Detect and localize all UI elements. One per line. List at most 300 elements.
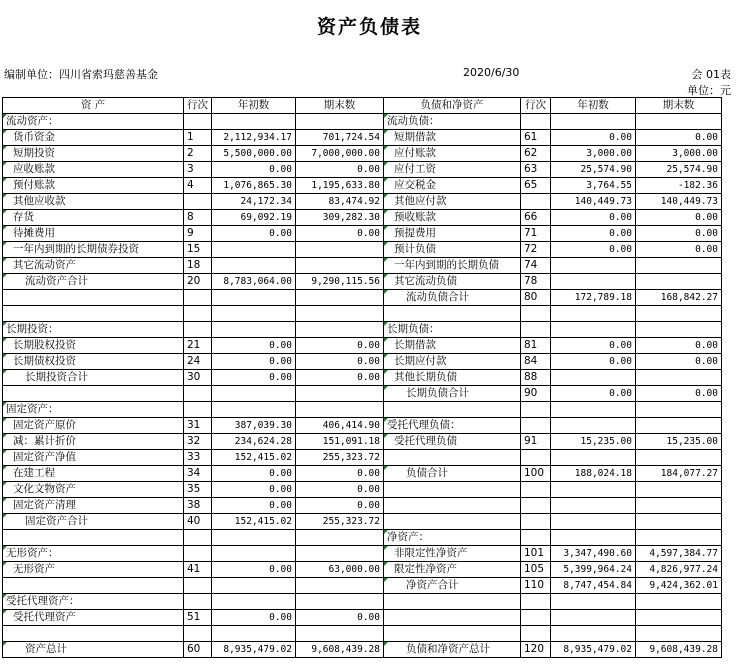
liability-begin[interactable] [551, 370, 636, 386]
liability-end[interactable] [636, 114, 722, 130]
liability-end[interactable]: 0.00 [636, 354, 722, 370]
asset-end[interactable] [296, 386, 384, 402]
liability-row-no[interactable]: 120 [521, 642, 551, 658]
asset-row-no[interactable]: 34 [184, 466, 212, 482]
liability-item[interactable] [384, 450, 521, 466]
report-title: 资产负债表 [316, 16, 422, 38]
liability-end[interactable]: 0.00 [636, 386, 722, 402]
asset-item[interactable]: 固定资产合计 [3, 514, 184, 530]
liability-begin[interactable] [551, 274, 636, 290]
asset-end[interactable] [296, 322, 384, 338]
liability-begin[interactable]: 0.00 [551, 130, 636, 146]
liability-row-no[interactable] [521, 498, 551, 514]
asset-row-no[interactable] [184, 290, 212, 306]
liability-row-no[interactable]: 88 [521, 370, 551, 386]
liability-end[interactable] [636, 402, 722, 418]
asset-item[interactable]: 预付账款 [3, 178, 184, 194]
liability-end[interactable] [636, 530, 722, 546]
liability-begin[interactable]: 3,000.00 [551, 146, 636, 162]
liability-begin[interactable]: 172,789.18 [551, 290, 636, 306]
asset-begin[interactable] [212, 594, 296, 610]
asset-end[interactable]: 0.00 [296, 498, 384, 514]
liability-begin[interactable] [551, 402, 636, 418]
asset-end[interactable]: 406,414.90 [296, 418, 384, 434]
liability-row-no[interactable]: 105 [521, 562, 551, 578]
asset-end[interactable]: 63,000.00 [296, 562, 384, 578]
unit-label: 单位：元 [687, 84, 731, 97]
asset-begin[interactable] [212, 290, 296, 306]
asset-row-no[interactable] [184, 194, 212, 210]
liability-end[interactable] [636, 306, 722, 322]
asset-end[interactable]: 255,323.72 [296, 450, 384, 466]
liability-begin[interactable] [551, 482, 636, 498]
table-row [3, 194, 722, 210]
header-row-no-2: 行次 [521, 98, 551, 114]
liability-item[interactable]: 应交税金 [384, 178, 521, 194]
table-row [3, 562, 722, 578]
liability-item[interactable] [384, 610, 521, 626]
liability-end[interactable] [636, 626, 722, 642]
asset-item[interactable]: 长期投资合计 [3, 370, 184, 386]
liability-item[interactable]: 预提费用 [384, 226, 521, 242]
liability-begin[interactable]: 0.00 [551, 354, 636, 370]
liability-begin[interactable]: 3,764.55 [551, 178, 636, 194]
asset-begin[interactable] [212, 578, 296, 594]
asset-item[interactable]: 受托代理资产 [3, 610, 184, 626]
liability-item[interactable]: 净资产合计 [384, 578, 521, 594]
liability-begin[interactable] [551, 450, 636, 466]
table-row [3, 210, 722, 226]
asset-row-no[interactable] [184, 402, 212, 418]
asset-end[interactable]: 0.00 [296, 226, 384, 242]
liability-end[interactable] [636, 370, 722, 386]
asset-row-no[interactable]: 41 [184, 562, 212, 578]
header-end: 期末数 [296, 98, 384, 114]
liability-end[interactable]: 0.00 [636, 242, 722, 258]
table-row [3, 226, 722, 242]
asset-row-no[interactable]: 35 [184, 482, 212, 498]
liability-row-no[interactable]: 72 [521, 242, 551, 258]
liability-begin[interactable] [551, 594, 636, 610]
liability-row-no[interactable]: 61 [521, 130, 551, 146]
asset-row-no[interactable]: 21 [184, 338, 212, 354]
asset-begin[interactable] [212, 626, 296, 642]
liability-row-no[interactable]: 90 [521, 386, 551, 402]
asset-item[interactable]: 受托代理资产： [3, 594, 184, 610]
asset-end[interactable] [296, 242, 384, 258]
asset-end[interactable]: 701,724.54 [296, 130, 384, 146]
asset-row-no[interactable]: 38 [184, 498, 212, 514]
liability-row-no[interactable] [521, 530, 551, 546]
liability-row-no[interactable]: 91 [521, 434, 551, 450]
liability-end[interactable] [636, 258, 722, 274]
asset-begin[interactable]: 0.00 [212, 226, 296, 242]
liability-item[interactable] [384, 498, 521, 514]
asset-begin[interactable]: 5,500,000.00 [212, 146, 296, 162]
liability-row-no[interactable] [521, 594, 551, 610]
asset-item[interactable]: 固定资产净值 [3, 450, 184, 466]
table-row [3, 434, 722, 450]
asset-end[interactable] [296, 306, 384, 322]
header-begin: 年初数 [212, 98, 296, 114]
asset-item[interactable]: 货币资金 [3, 130, 184, 146]
asset-end[interactable]: 83,474.92 [296, 194, 384, 210]
liability-row-no[interactable] [521, 514, 551, 530]
asset-item[interactable] [3, 626, 184, 642]
liability-item[interactable]: 其它流动负债 [384, 274, 521, 290]
asset-item[interactable]: 其他应收款 [3, 194, 184, 210]
asset-item[interactable] [3, 306, 184, 322]
liability-item[interactable]: 净资产： [384, 530, 521, 546]
asset-end[interactable]: 0.00 [296, 338, 384, 354]
liability-end[interactable] [636, 594, 722, 610]
liability-row-no[interactable] [521, 322, 551, 338]
liability-begin[interactable] [551, 258, 636, 274]
asset-item[interactable]: 待摊费用 [3, 226, 184, 242]
asset-item[interactable]: 无形资产： [3, 546, 184, 562]
liability-end[interactable] [636, 610, 722, 626]
asset-row-no[interactable]: 31 [184, 418, 212, 434]
liability-begin[interactable]: 8,747,454.84 [551, 578, 636, 594]
liability-item[interactable]: 其他应付款 [384, 194, 521, 210]
table-row [3, 626, 722, 642]
asset-begin[interactable]: 387,039.30 [212, 418, 296, 434]
asset-item[interactable]: 长期股权投资 [3, 338, 184, 354]
liability-begin[interactable]: 0.00 [551, 226, 636, 242]
asset-row-no[interactable]: 40 [184, 514, 212, 530]
liability-item[interactable]: 应付账款 [384, 146, 521, 162]
header-end-2: 期末数 [636, 98, 722, 114]
liability-item[interactable]: 其他长期负债 [384, 370, 521, 386]
liability-begin[interactable]: 3,347,490.60 [551, 546, 636, 562]
liability-item[interactable]: 长期负债合计 [384, 386, 521, 402]
liability-begin[interactable] [551, 610, 636, 626]
liability-item[interactable] [384, 482, 521, 498]
liability-row-no[interactable] [521, 482, 551, 498]
asset-row-no[interactable] [184, 626, 212, 642]
asset-end[interactable]: 0.00 [296, 482, 384, 498]
liability-end[interactable]: 4,597,384.77 [636, 546, 722, 562]
liability-row-no[interactable] [521, 610, 551, 626]
liability-begin[interactable]: 0.00 [551, 242, 636, 258]
asset-end[interactable]: 9,608,439.28 [296, 642, 384, 658]
asset-item[interactable]: 文化文物资产 [3, 482, 184, 498]
liability-end[interactable]: -182.36 [636, 178, 722, 194]
liability-item[interactable]: 流动负债合计 [384, 290, 521, 306]
asset-item[interactable]: 在建工程 [3, 466, 184, 482]
liability-begin[interactable] [551, 418, 636, 434]
liability-end[interactable]: 140,449.73 [636, 194, 722, 210]
liability-item[interactable]: 负债和净资产总计 [384, 642, 521, 658]
asset-begin[interactable]: 0.00 [212, 482, 296, 498]
liability-begin[interactable]: 0.00 [551, 210, 636, 226]
asset-row-no[interactable] [184, 546, 212, 562]
asset-end[interactable]: 0.00 [296, 466, 384, 482]
liability-row-no[interactable]: 78 [521, 274, 551, 290]
form-code: 会 01表 [691, 68, 731, 81]
liability-item[interactable]: 应付工资 [384, 162, 521, 178]
asset-item[interactable]: 固定资产原价 [3, 418, 184, 434]
liability-row-no[interactable]: 80 [521, 290, 551, 306]
asset-item[interactable]: 资产总计 [3, 642, 184, 658]
asset-begin[interactable]: 2,112,934.17 [212, 130, 296, 146]
table-row [3, 242, 722, 258]
asset-begin[interactable]: 0.00 [212, 370, 296, 386]
asset-row-no[interactable] [184, 386, 212, 402]
liability-row-no[interactable] [521, 306, 551, 322]
asset-begin[interactable] [212, 242, 296, 258]
table-row [3, 258, 722, 274]
liability-end[interactable]: 3,000.00 [636, 146, 722, 162]
liability-begin[interactable]: 5,399,964.24 [551, 562, 636, 578]
asset-row-no[interactable]: 24 [184, 354, 212, 370]
liability-row-no[interactable]: 81 [521, 338, 551, 354]
liability-end[interactable]: 25,574.90 [636, 162, 722, 178]
asset-end[interactable] [296, 402, 384, 418]
liability-begin[interactable]: 25,574.90 [551, 162, 636, 178]
liability-row-no[interactable]: 100 [521, 466, 551, 482]
asset-row-no[interactable]: 33 [184, 450, 212, 466]
asset-begin[interactable] [212, 114, 296, 130]
liability-item[interactable] [384, 514, 521, 530]
liability-begin[interactable]: 140,449.73 [551, 194, 636, 210]
asset-begin[interactable]: 0.00 [212, 466, 296, 482]
asset-row-no[interactable]: 60 [184, 642, 212, 658]
asset-item[interactable] [3, 578, 184, 594]
liability-end[interactable] [636, 482, 722, 498]
asset-begin[interactable]: 0.00 [212, 610, 296, 626]
asset-row-no[interactable]: 15 [184, 242, 212, 258]
liability-begin[interactable]: 15,235.00 [551, 434, 636, 450]
liability-end[interactable]: 168,842.27 [636, 290, 722, 306]
liability-begin[interactable] [551, 530, 636, 546]
liability-item[interactable]: 一年内到期的长期负债 [384, 258, 521, 274]
asset-begin[interactable]: 152,415.02 [212, 514, 296, 530]
asset-row-no[interactable]: 8 [184, 210, 212, 226]
liability-item[interactable]: 受托代理负债 [384, 434, 521, 450]
asset-item[interactable]: 存货 [3, 210, 184, 226]
asset-begin[interactable] [212, 306, 296, 322]
org-label: 编制单位：四川省索玛慈善基金 [4, 68, 158, 81]
liability-item[interactable]: 短期借款 [384, 130, 521, 146]
asset-begin[interactable] [212, 530, 296, 546]
table-row [3, 306, 722, 322]
header-row-no: 行次 [184, 98, 212, 114]
asset-begin[interactable] [212, 258, 296, 274]
asset-row-no[interactable] [184, 114, 212, 130]
asset-begin[interactable] [212, 386, 296, 402]
asset-row-no[interactable]: 3 [184, 162, 212, 178]
asset-end[interactable]: 0.00 [296, 370, 384, 386]
liability-item[interactable]: 限定性净资产 [384, 562, 521, 578]
liability-item[interactable]: 流动负债： [384, 114, 521, 130]
liability-item[interactable]: 负债合计 [384, 466, 521, 482]
liability-end[interactable]: 4,826,977.24 [636, 562, 722, 578]
asset-end[interactable]: 309,282.30 [296, 210, 384, 226]
liability-item[interactable] [384, 402, 521, 418]
asset-item[interactable]: 一年内到期的长期债券投资 [3, 242, 184, 258]
asset-begin[interactable]: 8,935,479.02 [212, 642, 296, 658]
asset-item[interactable] [3, 530, 184, 546]
liability-row-no[interactable] [521, 450, 551, 466]
asset-row-no[interactable]: 32 [184, 434, 212, 450]
liability-row-no[interactable]: 101 [521, 546, 551, 562]
asset-end[interactable] [296, 290, 384, 306]
asset-row-no[interactable]: 20 [184, 274, 212, 290]
asset-begin[interactable] [212, 322, 296, 338]
table-row [3, 530, 722, 546]
liability-item[interactable]: 长期负债： [384, 322, 521, 338]
liability-item[interactable]: 非限定性净资产 [384, 546, 521, 562]
liability-end[interactable]: 0.00 [636, 210, 722, 226]
liability-item[interactable]: 预计负债 [384, 242, 521, 258]
liability-item[interactable]: 长期借款 [384, 338, 521, 354]
asset-item[interactable]: 流动资产合计 [3, 274, 184, 290]
asset-row-no[interactable]: 4 [184, 178, 212, 194]
asset-end[interactable]: 0.00 [296, 610, 384, 626]
asset-item[interactable]: 减：累计折价 [3, 434, 184, 450]
table-row [3, 402, 722, 418]
asset-item[interactable]: 流动资产： [3, 114, 184, 130]
asset-end[interactable]: 1,195,633.80 [296, 178, 384, 194]
asset-item[interactable] [3, 290, 184, 306]
asset-end[interactable] [296, 546, 384, 562]
liability-row-no[interactable]: 110 [521, 578, 551, 594]
liability-begin[interactable] [551, 626, 636, 642]
asset-end[interactable] [296, 530, 384, 546]
liability-begin[interactable]: 0.00 [551, 386, 636, 402]
asset-row-no[interactable]: 9 [184, 226, 212, 242]
asset-item[interactable]: 短期投资 [3, 146, 184, 162]
asset-begin[interactable]: 0.00 [212, 338, 296, 354]
table-row [3, 450, 722, 466]
asset-row-no[interactable] [184, 306, 212, 322]
liability-end[interactable] [636, 418, 722, 434]
asset-item[interactable]: 固定资产： [3, 402, 184, 418]
liability-begin[interactable]: 8,935,479.02 [551, 642, 636, 658]
liability-begin[interactable] [551, 322, 636, 338]
liability-row-no[interactable] [521, 418, 551, 434]
asset-row-no[interactable] [184, 578, 212, 594]
asset-end[interactable]: 255,323.72 [296, 514, 384, 530]
liability-end[interactable]: 184,077.27 [636, 466, 722, 482]
liability-row-no[interactable]: 62 [521, 146, 551, 162]
asset-begin[interactable] [212, 546, 296, 562]
liability-row-no[interactable]: 66 [521, 210, 551, 226]
asset-end[interactable]: 151,091.18 [296, 434, 384, 450]
asset-item[interactable]: 长期债权投资 [3, 354, 184, 370]
table-row [3, 322, 722, 338]
liability-row-no[interactable] [521, 114, 551, 130]
table-row [3, 370, 722, 386]
table-row [3, 146, 722, 162]
liability-row-no[interactable] [521, 626, 551, 642]
asset-begin[interactable]: 69,092.19 [212, 210, 296, 226]
liability-begin[interactable] [551, 114, 636, 130]
asset-row-no[interactable]: 1 [184, 130, 212, 146]
asset-item[interactable]: 长期投资： [3, 322, 184, 338]
asset-begin[interactable]: 8,783,064.00 [212, 274, 296, 290]
asset-end[interactable] [296, 594, 384, 610]
asset-begin[interactable]: 24,172.34 [212, 194, 296, 210]
liability-end[interactable]: 15,235.00 [636, 434, 722, 450]
asset-begin[interactable]: 0.00 [212, 562, 296, 578]
liability-end[interactable] [636, 498, 722, 514]
table-row [3, 642, 722, 658]
liability-row-no[interactable]: 84 [521, 354, 551, 370]
asset-row-no[interactable]: 18 [184, 258, 212, 274]
asset-item[interactable]: 固定资产清理 [3, 498, 184, 514]
liability-end[interactable] [636, 514, 722, 530]
asset-begin[interactable]: 234,624.28 [212, 434, 296, 450]
asset-row-no[interactable] [184, 322, 212, 338]
asset-end[interactable]: 9,290,115.56 [296, 274, 384, 290]
asset-begin[interactable]: 152,415.02 [212, 450, 296, 466]
liability-begin[interactable]: 188,024.18 [551, 466, 636, 482]
liability-begin[interactable]: 0.00 [551, 338, 636, 354]
liability-item[interactable]: 预收账款 [384, 210, 521, 226]
asset-row-no[interactable]: 2 [184, 146, 212, 162]
liability-row-no[interactable]: 63 [521, 162, 551, 178]
asset-item[interactable]: 应收账款 [3, 162, 184, 178]
asset-begin[interactable]: 0.00 [212, 354, 296, 370]
asset-begin[interactable] [212, 402, 296, 418]
liability-begin[interactable] [551, 306, 636, 322]
asset-row-no[interactable] [184, 530, 212, 546]
liability-end[interactable]: 0.00 [636, 130, 722, 146]
asset-end[interactable] [296, 114, 384, 130]
header-begin-2: 年初数 [551, 98, 636, 114]
table-row [3, 178, 722, 194]
asset-begin[interactable]: 0.00 [212, 498, 296, 514]
asset-item[interactable]: 无形资产 [3, 562, 184, 578]
liability-item[interactable]: 受托代理负债： [384, 418, 521, 434]
liability-end[interactable]: 9,424,362.01 [636, 578, 722, 594]
asset-end[interactable] [296, 626, 384, 642]
asset-end[interactable]: 7,000,000.00 [296, 146, 384, 162]
liability-end[interactable] [636, 450, 722, 466]
liability-row-no[interactable]: 74 [521, 258, 551, 274]
asset-begin[interactable]: 0.00 [212, 162, 296, 178]
asset-item[interactable] [3, 386, 184, 402]
liability-end[interactable] [636, 274, 722, 290]
liability-end[interactable]: 0.00 [636, 226, 722, 242]
liability-item[interactable] [384, 306, 521, 322]
asset-end[interactable] [296, 578, 384, 594]
liability-item[interactable]: 长期应付款 [384, 354, 521, 370]
liability-row-no[interactable] [521, 402, 551, 418]
asset-row-no[interactable]: 51 [184, 610, 212, 626]
asset-row-no[interactable]: 30 [184, 370, 212, 386]
asset-end[interactable] [296, 258, 384, 274]
liability-item[interactable] [384, 594, 521, 610]
liability-end[interactable]: 9,608,439.28 [636, 642, 722, 658]
liability-item[interactable] [384, 626, 521, 642]
asset-begin[interactable]: 1,076,865.30 [212, 178, 296, 194]
liability-row-no[interactable]: 71 [521, 226, 551, 242]
liability-begin[interactable] [551, 514, 636, 530]
liability-row-no[interactable]: 65 [521, 178, 551, 194]
liability-end[interactable] [636, 322, 722, 338]
liability-end[interactable]: 0.00 [636, 338, 722, 354]
liability-begin[interactable] [551, 498, 636, 514]
asset-end[interactable]: 0.00 [296, 354, 384, 370]
asset-item[interactable]: 其它流动资产 [3, 258, 184, 274]
header-liability: 负债和净资产 [384, 98, 521, 114]
asset-end[interactable]: 0.00 [296, 162, 384, 178]
liability-row-no[interactable] [521, 194, 551, 210]
asset-row-no[interactable] [184, 594, 212, 610]
